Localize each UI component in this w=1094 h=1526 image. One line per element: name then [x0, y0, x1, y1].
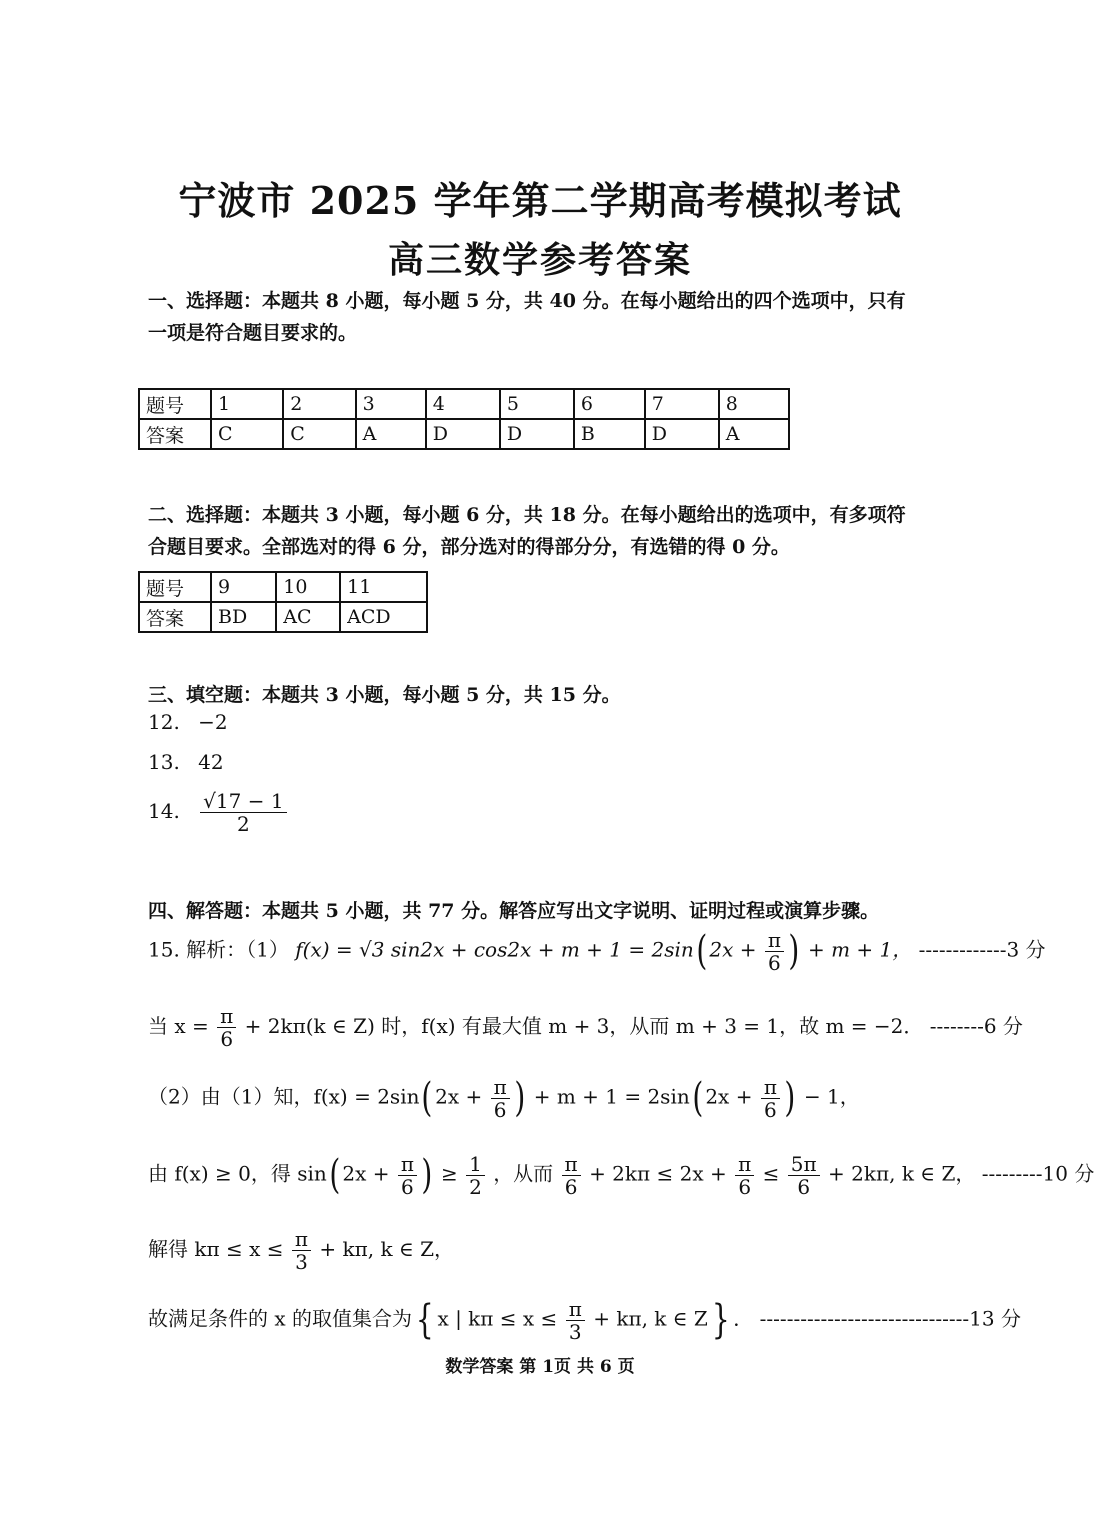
math-text: x | kπ ≤ x ≤ [437, 1306, 558, 1331]
denominator: 6 [493, 1097, 507, 1122]
left-paren: ( [421, 1075, 433, 1121]
math-text: 当 x = [148, 1014, 209, 1038]
table-row [139, 389, 789, 419]
right-paren: ) [514, 1075, 526, 1121]
numerator: √17 − 1 [200, 790, 286, 813]
numerator: π [398, 1153, 417, 1176]
answer-cell: D [645, 419, 719, 449]
left-paren: ( [329, 1152, 341, 1198]
score: --------6 分 [929, 1014, 1023, 1038]
numerator: π [562, 1153, 581, 1176]
section4-heading: 四、解答题：本题共 5 小题，共 77 分。解答应写出文字说明、证明过程或演算步骤。 [148, 900, 880, 922]
right-paren: ) [788, 928, 800, 974]
solution-line-3 [148, 1075, 860, 1121]
answer-14 [148, 790, 289, 835]
section2-heading-line1: 二、选择题：本题共 3 小题，每小题 6 分，共 18 分。在每小题给出的选项中，有多项符 [148, 504, 906, 526]
right-brace: } [711, 1297, 730, 1343]
fraction [788, 1153, 820, 1198]
answer-cell: A [719, 419, 789, 449]
fraction [398, 1153, 417, 1198]
math-text: 2x + [342, 1161, 390, 1186]
fraction [735, 1153, 754, 1198]
denominator: 6 [220, 1027, 234, 1051]
question-number: 4 [426, 389, 500, 419]
left-brace: { [415, 1297, 434, 1343]
question-number: 1 [211, 389, 283, 419]
question-number: 3 [356, 389, 426, 419]
math-text: 2x + [435, 1084, 483, 1109]
math-text: 解得 kπ ≤ x ≤ [148, 1237, 284, 1261]
math-text: f(x) = √3 sin2x + cos2x + m + 1 = 2sin [295, 937, 694, 962]
page-title: 宁波市 2025 学年第二学期高考模拟考试 [178, 178, 902, 223]
math-text: + m + 1 = 2sin [533, 1084, 690, 1109]
fraction [200, 790, 286, 835]
section1-answer-table [138, 388, 790, 450]
answer-cell: C [211, 419, 283, 449]
math-text: + 2kπ ≤ 2x + [589, 1161, 727, 1186]
fraction [292, 1228, 311, 1273]
answer-cell: A [356, 419, 426, 449]
row-label: 题号 [139, 389, 211, 419]
table-row [139, 419, 789, 449]
math-text: ≤ [762, 1161, 780, 1186]
math-text: ≥ [440, 1161, 458, 1186]
score: -------------------------------13 分 [759, 1306, 1021, 1331]
math-text: + kπ, k ∈ Z， [319, 1237, 455, 1261]
question-label: 12. [148, 710, 180, 734]
page-subtitle: 高三数学参考答案 [387, 239, 692, 281]
math-text: 由 f(x) ≥ 0，得 sin [148, 1161, 327, 1186]
numerator: π [566, 1298, 585, 1321]
left-paren: ( [692, 1075, 703, 1121]
math-text: ，从而 [493, 1161, 554, 1186]
row-label: 答案 [139, 602, 211, 632]
denominator: 6 [764, 1097, 777, 1122]
question-number: 7 [645, 389, 719, 419]
fraction [491, 1076, 510, 1121]
table-row [139, 572, 427, 602]
denominator: 6 [797, 1174, 811, 1199]
solution-line-5 [148, 1228, 454, 1273]
numerator: π [735, 1153, 754, 1176]
denominator: 6 [401, 1174, 414, 1199]
math-text: + kπ, k ∈ Z [593, 1306, 708, 1331]
right-paren: ) [784, 1075, 796, 1121]
solution-line-2 [148, 1005, 1023, 1050]
score: ---------10 分 [981, 1161, 1094, 1186]
numerator: 5π [788, 1153, 820, 1176]
question-number: 8 [719, 389, 789, 419]
text: 15. 解析：（1） [148, 937, 289, 962]
question-number: 10 [276, 572, 340, 602]
fraction [765, 929, 784, 974]
denominator: 2 [469, 1174, 482, 1199]
denominator: 6 [738, 1174, 752, 1199]
math-text: + 2kπ(k ∈ Z) 时，f(x) 有最大值 m + 3，从而 m + 3 = 1，故 m = −2． [244, 1014, 924, 1038]
row-label: 答案 [139, 419, 211, 449]
question-number: 2 [283, 389, 355, 419]
answer-cell: D [500, 419, 574, 449]
answer-cell: BD [211, 602, 276, 632]
question-label: 13. [148, 750, 180, 774]
solution-line-1 [148, 928, 1046, 974]
answer-cell: ACD [340, 602, 427, 632]
question-number: 6 [574, 389, 645, 419]
section2-answer-table [138, 571, 428, 633]
question-number: 9 [211, 572, 276, 602]
answer-cell: C [283, 419, 355, 449]
answer-cell: D [426, 419, 500, 449]
table-row [139, 602, 427, 632]
answer-12 [148, 710, 228, 734]
math-text: 2x + [709, 937, 757, 962]
solution-line-4 [148, 1152, 1094, 1198]
answer-cell: B [574, 419, 645, 449]
numerator: π [217, 1005, 236, 1028]
numerator: 1 [466, 1153, 485, 1176]
math-text: ． [733, 1306, 754, 1331]
left-paren: ( [696, 928, 708, 974]
fraction [217, 1005, 236, 1050]
right-paren: ) [421, 1152, 433, 1198]
denominator: 3 [568, 1319, 582, 1344]
fraction [466, 1153, 485, 1198]
question-label: 14. [148, 799, 180, 823]
page-footer: 数学答案 第 1页 共 6 页 [445, 1357, 635, 1377]
section1-heading-line2: 一项是符合题目要求的。 [148, 322, 358, 344]
math-text: − 1， [803, 1084, 860, 1109]
section1-heading-line1: 一、选择题：本题共 8 小题，每小题 5 分，共 40 分。在每小题给出的四个选项中，只有 [148, 290, 906, 312]
fraction [761, 1076, 780, 1121]
numerator: π [765, 929, 784, 952]
fraction [562, 1153, 581, 1198]
math-text: （2）由（1）知，f(x) = 2sin [148, 1084, 420, 1109]
denominator: 3 [295, 1250, 308, 1274]
answer-13 [148, 750, 224, 774]
answer-value: 42 [198, 750, 224, 774]
fraction [566, 1298, 585, 1343]
row-label: 题号 [139, 572, 211, 602]
answer-value: −2 [198, 710, 228, 734]
section3-heading: 三、填空题：本题共 3 小题，每小题 5 分，共 15 分。 [148, 684, 621, 706]
denominator: 2 [237, 812, 250, 836]
math-text: + 2kπ, k ∈ Z， [828, 1161, 976, 1186]
solution-line-6 [148, 1297, 1021, 1343]
math-text: 2x + [705, 1084, 753, 1109]
section2-heading-line2: 合题目要求。全部选对的得 6 分，部分选对的得部分分，有选错的得 0 分。 [148, 536, 790, 558]
math-text: + m + 1， [807, 937, 913, 962]
question-number: 5 [500, 389, 574, 419]
answer-cell: AC [276, 602, 340, 632]
numerator: π [292, 1228, 311, 1251]
numerator: π [491, 1076, 510, 1099]
question-number: 11 [340, 572, 427, 602]
denominator: 6 [768, 950, 781, 975]
denominator: 6 [564, 1174, 578, 1199]
math-text: 故满足条件的 x 的取值集合为 [148, 1306, 412, 1331]
score: -------------3 分 [918, 937, 1046, 962]
numerator: π [761, 1076, 780, 1099]
